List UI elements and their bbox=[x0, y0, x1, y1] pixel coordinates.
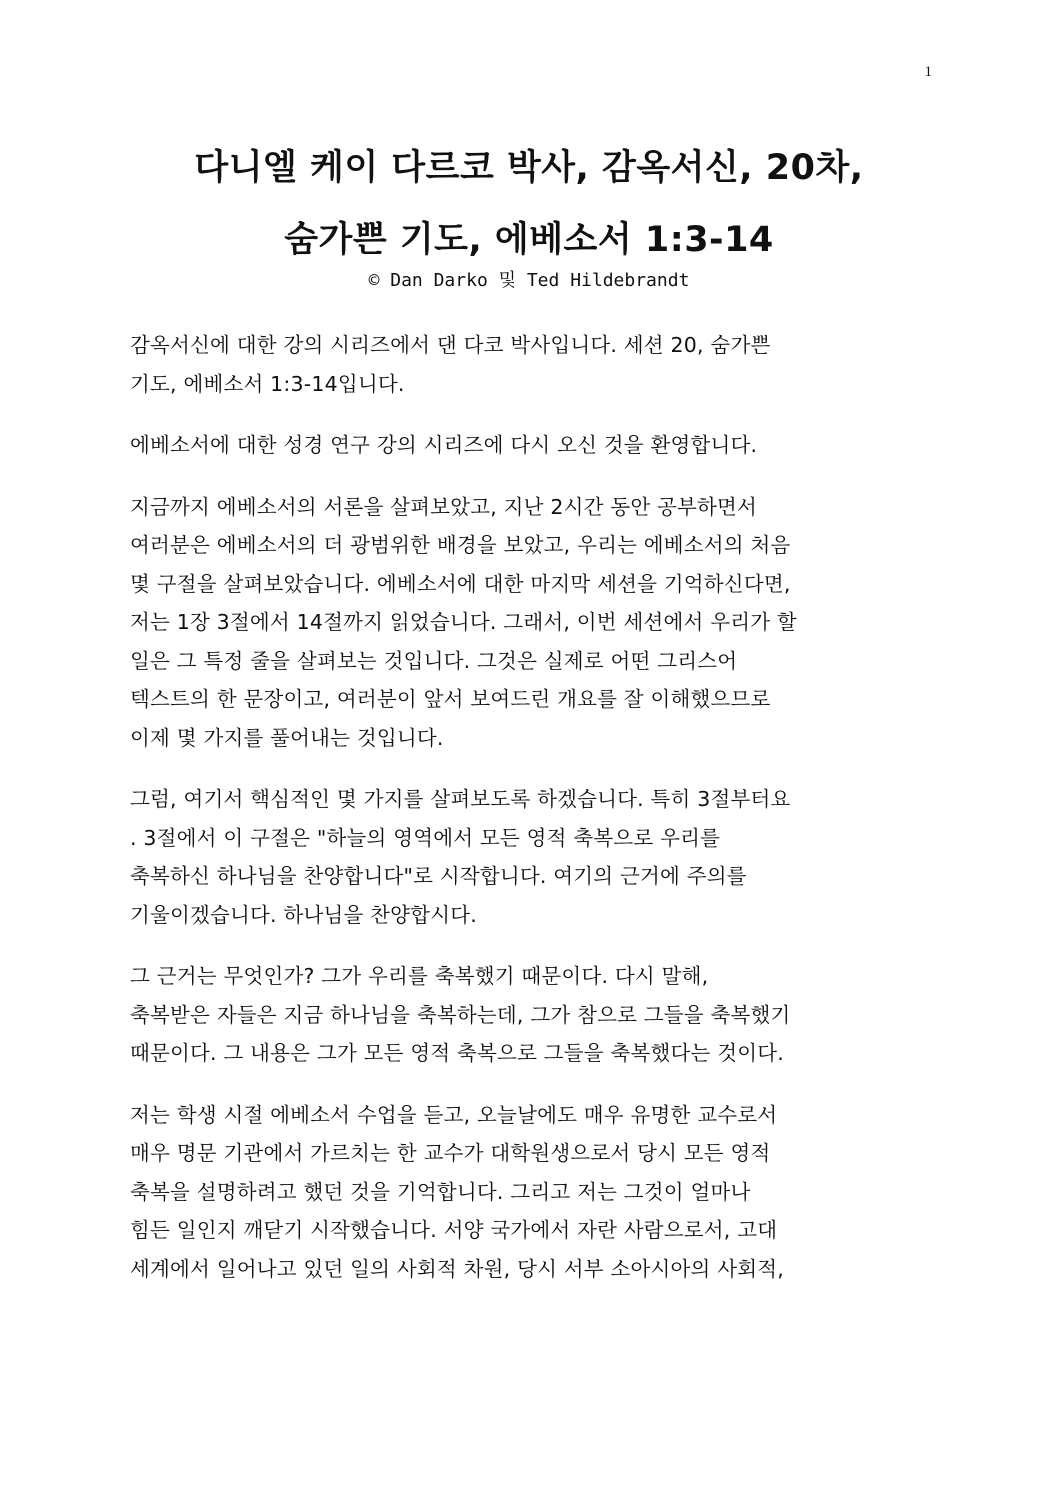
paragraph-verse-3 bbox=[130, 780, 930, 934]
copyright-line: © Dan Darko 및 Ted Hildebrandt bbox=[368, 270, 690, 291]
text-line: 저는 1장 3절에서 14절까지 읽었습니다. 그래서, 이번 세션에서 우리가 할 bbox=[130, 610, 797, 634]
text-line: 매우 명문 기관에서 가르치는 한 교수가 대학원생으로서 당시 모든 영적 bbox=[130, 1141, 771, 1165]
text-line: 이제 몇 가지를 풀어내는 것입니다. bbox=[130, 725, 444, 750]
text-line: 축복하신 하나님을 찬양합니다"로 시작합니다. 여기의 근거에 주의를 bbox=[130, 864, 747, 888]
document-title bbox=[60, 132, 998, 276]
text-line: 기울이겠습니다. 하나님을 찬양합시다. bbox=[130, 902, 477, 927]
text-line: 감옥서신에 대한 강의 시리즈에서 댄 다코 박사입니다. 세션 20, 숨가쁜 bbox=[130, 333, 771, 357]
text-line: 몇 구절을 살펴보았습니다. 에베소서에 대한 마지막 세션을 기억하신다면, bbox=[130, 571, 791, 596]
document-body bbox=[130, 326, 930, 1311]
title-line: 숨가쁜 기도, 에베소서 1:3-14 bbox=[284, 220, 774, 260]
text-line: 일은 그 특정 줄을 살펴보는 것입니다. 그것은 실제로 어떤 그리스어 bbox=[130, 648, 738, 673]
text-line: 힘든 일인지 깨닫기 시작했습니다. 서양 국가에서 자란 사람으로서, 고대 bbox=[130, 1218, 778, 1242]
text-line: . 3절에서 이 구절은 "하늘의 영역에서 모든 영적 축복으로 우리를 bbox=[130, 825, 721, 850]
text-line: 에베소서에 대한 성경 연구 강의 시리즈에 다시 오신 것을 환영합니다. bbox=[130, 433, 758, 457]
paragraph-basis bbox=[130, 957, 930, 1073]
page-number: 1 bbox=[924, 64, 932, 80]
text-line: 여러분은 에베소서의 더 광범위한 배경을 보았고, 우리는 에베소서의 처음 bbox=[130, 533, 791, 557]
text-line: 기도, 에베소서 1:3-14입니다. bbox=[130, 371, 405, 396]
paragraph-intro bbox=[130, 326, 930, 403]
paragraph-review bbox=[130, 488, 930, 758]
text-line: 그 근거는 무엇인가? 그가 우리를 축복했기 때문이다. 다시 말해, bbox=[130, 964, 709, 988]
text-line: 저는 학생 시절 에베소서 수업을 듣고, 오늘날에도 매우 유명한 교수로서 bbox=[130, 1102, 778, 1127]
text-line: 세계에서 일어나고 있던 일의 사회적 차원, 당시 서부 소아시아의 사회적, bbox=[130, 1256, 784, 1281]
text-line: 지금까지 에베소서의 서론을 살펴보았고, 지난 2시간 동안 공부하면서 bbox=[130, 494, 758, 519]
text-line: 때문이다. 그 내용은 그가 모든 영적 축복으로 그들을 축복했다는 것이다. bbox=[130, 1041, 784, 1065]
paragraph-welcome bbox=[130, 426, 930, 465]
text-line: 축복받은 자들은 지금 하나님을 축복하는데, 그가 참으로 그들을 축복했기 bbox=[130, 1002, 791, 1027]
paragraph-memory bbox=[130, 1096, 930, 1289]
text-line: 그럼, 여기서 핵심적인 몇 가지를 살펴보도록 하겠습니다. 특히 3절부터요 bbox=[130, 787, 791, 811]
text-line: 텍스트의 한 문장이고, 여러분이 앞서 보여드린 개요를 잘 이해했으므로 bbox=[130, 687, 771, 711]
text-line: 축복을 설명하려고 했던 것을 기억합니다. 그리고 저는 그것이 얼마나 bbox=[130, 1179, 751, 1204]
title-line: 다니엘 케이 다르코 박사, 감옥서신, 20차, bbox=[194, 148, 864, 188]
